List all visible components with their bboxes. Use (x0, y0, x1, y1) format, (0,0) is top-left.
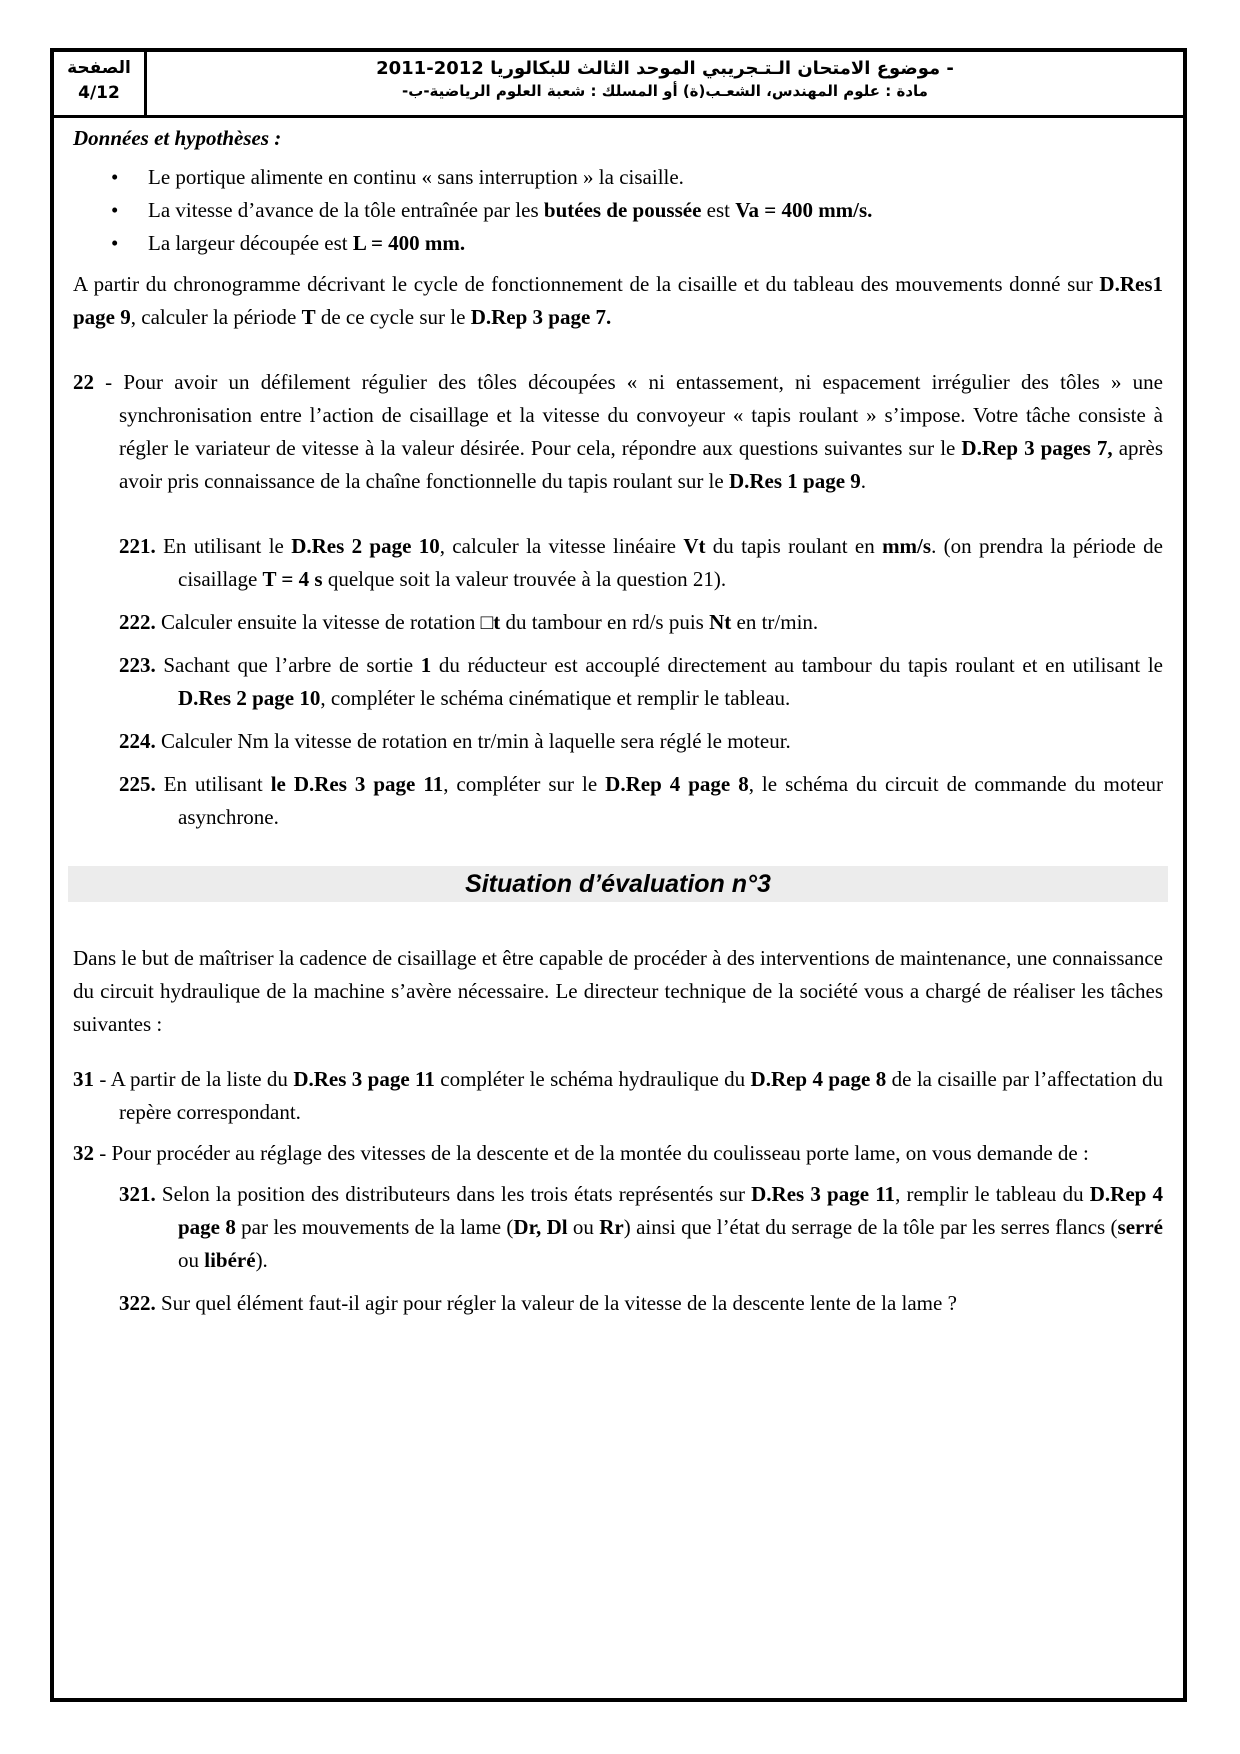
situation-title: Situation d’évaluation n°3 (68, 866, 1168, 902)
page-content (73, 122, 1163, 1330)
page-number: 4/12 (78, 83, 120, 103)
question-222: 222. Calculer ensuite la vitesse de rotation □t du tambour en rd/s puis Nt en tr/min. (119, 610, 819, 634)
question-321: 321. Selon la position des distributeurs dans les trois états représentés sur D.Res 3 page 11, remplir le tableau du D.Rep 4 page 8 par les mouvements de la lame (Dr, Dl ou Rr) ainsi que l’état du serrage de la tôle par les serres flancs (serré ou libéré). (119, 1182, 1164, 1272)
header-title-line1: - موضوع الامتحان الـتـجريبي الموحد الثالث للبكالوريا 2012-2011 (376, 58, 954, 79)
page-label: الصفحة (67, 58, 131, 78)
question-22: 22 - Pour avoir un défilement régulier des tôles découpées « ni entassement, ni espacement irrégulier des tôles » une synchronisation entre l’action de cisaillage et la vitesse du convoyeur « tapis roulant » s’impose. Votre tâche consiste à régler le variateur de vitesse à la valeur désirée. Pour cela, répondre aux questions suivantes sur le D.Rep 3 pages 7, après avoir pris connaissance de la chaîne fonctionnelle du tapis roulant sur le D.Res 1 page 9. (73, 370, 1163, 493)
question-225: 225. En utilisant le D.Res 3 page 11, compléter sur le D.Rep 4 page 8, le schéma du circuit de commande du moteur asynchrone. (119, 772, 1164, 829)
question-224: 224. Calculer Nm la vitesse de rotation en tr/min à laquelle sera réglé le moteur. (119, 729, 791, 753)
situation-intro: Dans le but de maîtriser la cadence de cisaillage et être capable de procéder à des interventions de maintenance, une connaissance du circuit hydraulique de la machine s’avère nécessaire. Le directeur technique de la société vous a chargé de réaliser les tâches suivantes : (73, 946, 1163, 1036)
exam-header (54, 52, 1183, 118)
question-221: 221. En utilisant le D.Res 2 page 10, calculer la vitesse linéaire Vt du tapis roulant en mm/s. (on prendra la période de cisaillage T = 4 s quelque soit la valeur trouvée à la question 21). (119, 534, 1163, 591)
list-item: • La vitesse d’avance de la tôle entraînée par les butées de poussée est Va = 400 mm/s. (73, 194, 1163, 227)
hypotheses-list (73, 161, 1163, 260)
page-number-box (54, 52, 147, 115)
header-title-line2: مادة : علوم المهندس، الشعـب(ة) أو المسلك : شعبة العلوم الرياضية-ب- (402, 82, 928, 100)
question-21-text: A partir du chronogramme décrivant le cycle de fonctionnement de la cisaille et du tableau des mouvements donné sur D.Res1 page 9, calculer la période T de ce cycle sur le D.Rep 3 page 7. (73, 272, 1163, 329)
question-31: 31 - A partir de la liste du D.Res 3 page 11 compléter le schéma hydraulique du D.Rep 4 page 8 de la cisaille par l’affectation du repère correspondant. (73, 1067, 1163, 1124)
list-item: • La largeur découpée est L = 400 mm. (73, 227, 1163, 260)
header-titles (147, 52, 1183, 115)
question-322: 322. Sur quel élément faut-il agir pour régler la valeur de la vitesse de la descente lente de la lame ? (119, 1291, 957, 1315)
data-heading: Données et hypothèses : (73, 126, 282, 150)
list-item: • Le portique alimente en continu « sans interruption » la cisaille. (73, 161, 1163, 194)
question-32: 32 - Pour procéder au réglage des vitesses de la descente et de la montée du coulisseau porte lame, on vous demande de : (73, 1141, 1089, 1165)
question-223: 223. Sachant que l’arbre de sortie 1 du réducteur est accouplé directement au tambour du tapis roulant et en utilisant le D.Res 2 page 10, compléter le schéma cinématique et remplir le tableau. (119, 653, 1164, 710)
